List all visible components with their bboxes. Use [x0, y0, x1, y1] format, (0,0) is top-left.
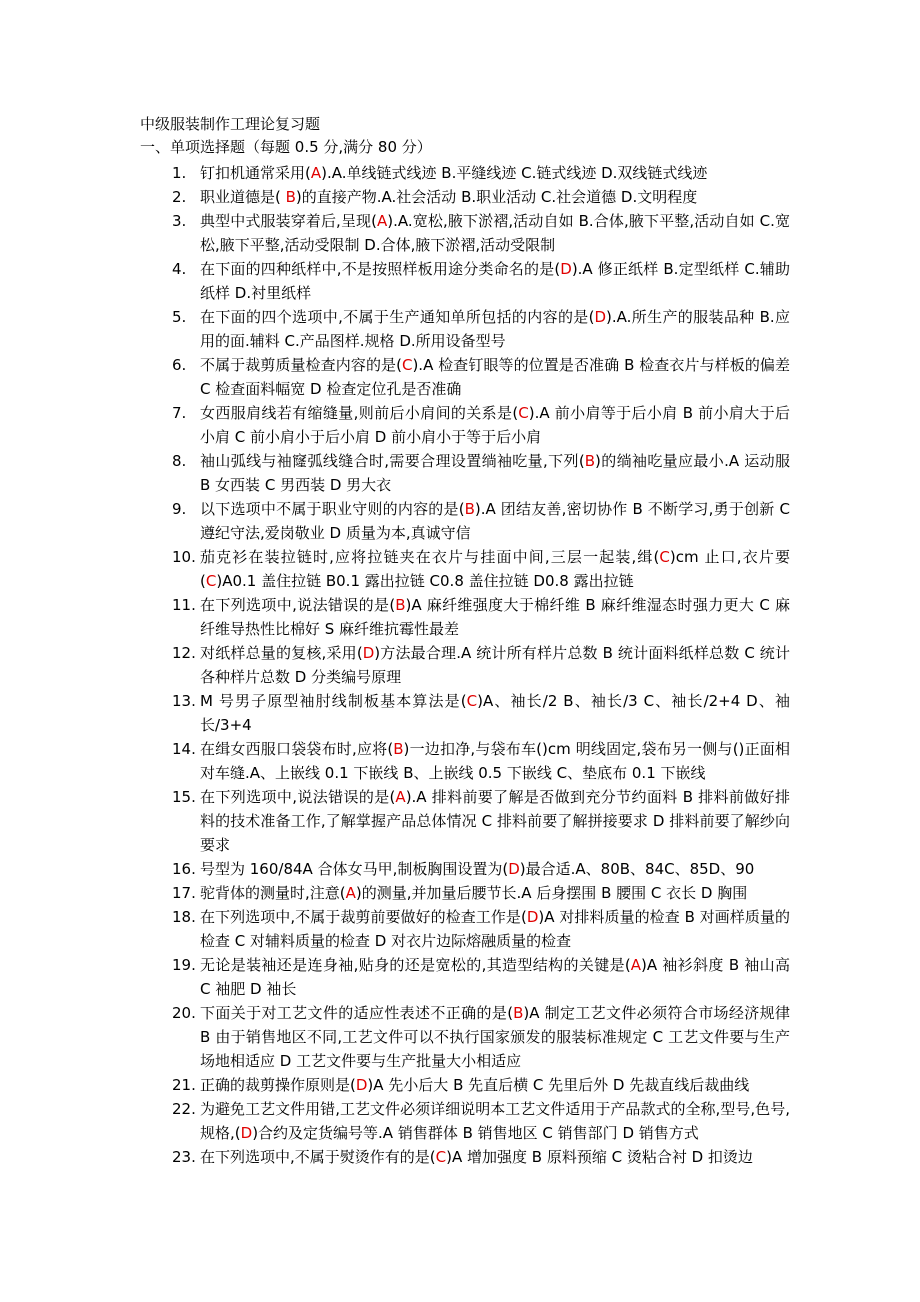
- question-text: 在下面的四个选项中,不属于生产通知单所包括的内容的是(: [200, 308, 595, 326]
- question-item: [140, 953, 790, 1001]
- answer-letter: C: [435, 1148, 447, 1166]
- question-text: 茄克衫在装拉链时,应将拉链夹在衣片与挂面中间,三层一起装,缉(: [200, 548, 660, 566]
- question-item: [140, 449, 790, 497]
- question-item: [140, 593, 790, 641]
- question-text: ).A 修正纸样 B.定型纸样 C.辅助纸样 D.衬里纸样: [200, 260, 790, 302]
- question-text: 在下列选项中,不属于裁剪前要做好的检查工作是(: [200, 908, 527, 926]
- question-item: [140, 689, 790, 737]
- question-text: 钉扣机通常采用(: [200, 164, 311, 182]
- question-item: [140, 161, 790, 185]
- answer-letter: A: [395, 788, 406, 806]
- question-item: [140, 737, 790, 785]
- question-number: 6.: [172, 356, 187, 374]
- question-item: [140, 1073, 790, 1097]
- question-item: [140, 881, 790, 905]
- question-item: [140, 353, 790, 401]
- question-text: )cm 止口,衣片要(: [200, 548, 790, 590]
- section-heading: 一、单项选择题（每题 0.5 分,满分 80 分）: [140, 138, 432, 156]
- answer-letter: A: [310, 164, 322, 182]
- question-text: ).A 团结友善,密切协作 B 不断学习,勇于创新 C 遵纪守法,爱岗敬业 D 质量为本,真诚守信: [200, 500, 790, 542]
- question-number: 21.: [172, 1076, 196, 1094]
- question-text: 驼背体的测量时,注意(: [200, 884, 346, 902]
- question-text: )A、袖长/2 B、袖长/3 C、袖长/2+4 D、袖长/3+4: [200, 692, 790, 734]
- question-text: ).A 前小肩等于后小肩 B 前小肩大于后小肩 C 前小肩小于后小肩 D 前小肩小于等于后小肩: [200, 404, 790, 446]
- question-text: 为避免工艺文件用错,工艺文件必须详细说明本工艺文件适用于产品款式的全称,型号,色号,规格,(: [200, 1100, 790, 1142]
- question-item: [140, 257, 790, 305]
- question-text: 女西服肩线若有缩缝量,则前后小肩间的关系是(: [200, 404, 519, 422]
- question-text: 正确的裁剪操作原则是(: [200, 1076, 356, 1094]
- question-item: [140, 1097, 790, 1145]
- question-text: ).A.单线链式线迹 B.平缝线迹 C.链式线迹 D.双线链式线迹: [321, 164, 708, 182]
- question-number: 10.: [172, 548, 196, 566]
- document-title: 中级服装制作工理论复习题: [140, 115, 321, 133]
- question-item: [140, 209, 790, 257]
- question-text: 典型中式服装穿着后,呈现(: [200, 212, 378, 230]
- question-number: 16.: [172, 860, 196, 878]
- question-text: 下面关于对工艺文件的适应性表述不正确的是(: [200, 1004, 514, 1022]
- answer-letter: C: [659, 548, 670, 566]
- question-text: 在下面的四种纸样中,不是按照样板用途分类命名的是(: [200, 260, 561, 278]
- question-number: 23.: [172, 1148, 196, 1166]
- question-text: 以下选项中不属于职业守则的内容的是(: [200, 500, 465, 518]
- question-item: [140, 1145, 790, 1169]
- question-text: M 号男子原型袖肘线制板基本算法是(: [200, 692, 467, 710]
- question-number: 22.: [172, 1100, 196, 1118]
- question-text: )A 制定工艺文件必须符合市场经济规律 B 由于销售地区不同,工艺文件可以不执行国家颁发的服装标准规定 C 工艺文件要与生产场地相适应 D 工艺文件要与生产批量大小相适应: [200, 1004, 790, 1070]
- question-text: )的直接产物.A.社会活动 B.职业活动 C.社会道德 D.文明程度: [295, 188, 698, 206]
- question-item: [140, 185, 790, 209]
- answer-letter: B: [395, 596, 406, 614]
- question-number: 14.: [172, 740, 196, 758]
- answer-letter: A: [377, 212, 388, 230]
- question-text: 在缉女西服口袋袋布时,应将(: [200, 740, 394, 758]
- answer-letter: D: [355, 1076, 368, 1094]
- question-text: 在下列选项中,说法错误的是(: [200, 596, 396, 614]
- question-number: 20.: [172, 1004, 196, 1022]
- question-text: )的测量,并加量后腰节长.A 后身摆围 B 腰围 C 衣长 D 胸围: [355, 884, 748, 902]
- question-text: ).A 检查钉眼等的位置是否准确 B 检查衣片与样板的偏差 C 检查面料幅宽 D 检查定位孔是否准确: [200, 356, 790, 398]
- question-text: 无论是装袖还是连身袖,贴身的还是宽松的,其造型结构的关键是(: [200, 956, 631, 974]
- question-item: [140, 1001, 790, 1073]
- answer-letter: D: [560, 260, 572, 278]
- question-number: 13.: [172, 692, 196, 710]
- answer-letter: B: [584, 452, 596, 470]
- answer-letter: A: [630, 956, 642, 974]
- question-number: 4.: [172, 260, 187, 278]
- question-text: )A 对排料质量的检查 B 对画样质量的检查 C 对辅料质量的检查 D 对衣片边际熔融质量的检查: [200, 908, 790, 950]
- question-text: )合约及定货编号等.A 销售群体 B 销售地区 C 销售部门 D 销售方式: [252, 1124, 699, 1142]
- question-number: 15.: [172, 788, 196, 806]
- question-text: ).A 排料前要了解是否做到充分节约面料 B 排料前做好排料的技术准备工作,了解掌握产品总体情况 C 排料前要了解拼接要求 D 排料前要了解纱向要求: [200, 788, 791, 854]
- answer-letter: B: [513, 1004, 524, 1022]
- question-number: 17.: [172, 884, 196, 902]
- answer-letter: D: [508, 860, 520, 878]
- question-item: [140, 905, 790, 953]
- question-text: )的绱袖吃量应最小.A 运动服 B 女西装 C 男西装 D 男大衣: [200, 452, 790, 494]
- question-text: )最合适.A、80B、84C、85D、90: [519, 860, 755, 878]
- question-text: 在下列选项中,不属于熨烫作有的是(: [200, 1148, 436, 1166]
- question-text: )A0.1 盖住拉链 B0.1 露出拉链 C0.8 盖住拉链 D0.8 露出拉链: [216, 572, 634, 590]
- question-item: [140, 401, 790, 449]
- question-text: ).A.所生产的服装品种 B.应用的面.辅料 C.产品图样.规格 D.所用设备型号: [200, 308, 791, 350]
- answer-letter: D: [526, 908, 539, 926]
- question-number: 1.: [172, 164, 187, 182]
- question-number: 8.: [172, 452, 187, 470]
- question-number: 3.: [172, 212, 187, 230]
- question-text: 在下列选项中,说法错误的是(: [200, 788, 396, 806]
- question-number: 12.: [172, 644, 196, 662]
- question-text: 不属于裁剪质量检查内容的是(: [200, 356, 402, 374]
- question-text: )A 先小后大 B 先直后横 C 先里后外 D 先裁直线后裁曲线: [367, 1076, 750, 1094]
- question-item: [140, 641, 790, 689]
- question-number: 2.: [172, 188, 187, 206]
- question-text: ).A.宽松,腋下淤褶,活动自如 B.合体,腋下平整,活动自如 C.宽松,腋下平整,活动受限制 D.合体,腋下淤褶,活动受限制: [200, 212, 790, 254]
- question-text: )方法最合理.A 统计所有样片总数 B 统计面料纸样总数 C 统计各种样片总数 D 分类编号原理: [200, 644, 790, 686]
- answer-letter: B: [393, 740, 404, 758]
- answer-letter: D: [362, 644, 375, 662]
- answer-letter: C: [466, 692, 478, 710]
- question-text: )A 袖衫斜度 B 袖山高 C 袖肥 D 袖长: [200, 956, 790, 998]
- answer-letter: C: [205, 572, 217, 590]
- question-number: 18.: [172, 908, 196, 926]
- answer-letter: B: [464, 500, 475, 518]
- answer-letter: C: [401, 356, 413, 374]
- question-item: [140, 305, 790, 353]
- answer-letter: D: [240, 1124, 253, 1142]
- question-text: 号型为 160/84A 合体女马甲,制板胸围设置为(: [200, 860, 509, 878]
- question-text: )A 增加强度 B 原料预缩 C 烫粘合衬 D 扣烫边: [446, 1148, 753, 1166]
- question-text: 袖山弧线与袖窿弧线缝合时,需要合理设置绱袖吃量,下列(: [200, 452, 585, 470]
- question-item: [140, 857, 790, 881]
- question-number: 5.: [172, 308, 187, 326]
- answer-letter: B: [285, 188, 296, 206]
- question-item: [140, 497, 790, 545]
- question-text: 职业道德是(: [200, 188, 286, 206]
- question-number: 19.: [172, 956, 196, 974]
- answer-letter: D: [594, 308, 607, 326]
- question-item: [140, 545, 790, 593]
- question-text: 对纸样总量的复核,采用(: [200, 644, 363, 662]
- answer-letter: C: [518, 404, 529, 422]
- question-number: 11.: [172, 596, 196, 614]
- question-list: [140, 161, 790, 1169]
- question-item: [140, 785, 790, 857]
- answer-letter: A: [345, 884, 356, 902]
- question-number: 7.: [172, 404, 187, 422]
- question-number: 9.: [172, 500, 187, 518]
- question-text: )一边扣净,与袋布车()cm 明线固定,袋布另一侧与()正面相对车缝.A、上嵌线 0.1 下嵌线 B、上嵌线 0.5 下嵌线 C、垫底布 0.1 下嵌线: [200, 740, 790, 782]
- question-text: )A 麻纤维强度大于棉纤维 B 麻纤维湿态时强力更大 C 麻纤维导热性比棉好 S 麻纤维抗霉性最差: [200, 596, 790, 638]
